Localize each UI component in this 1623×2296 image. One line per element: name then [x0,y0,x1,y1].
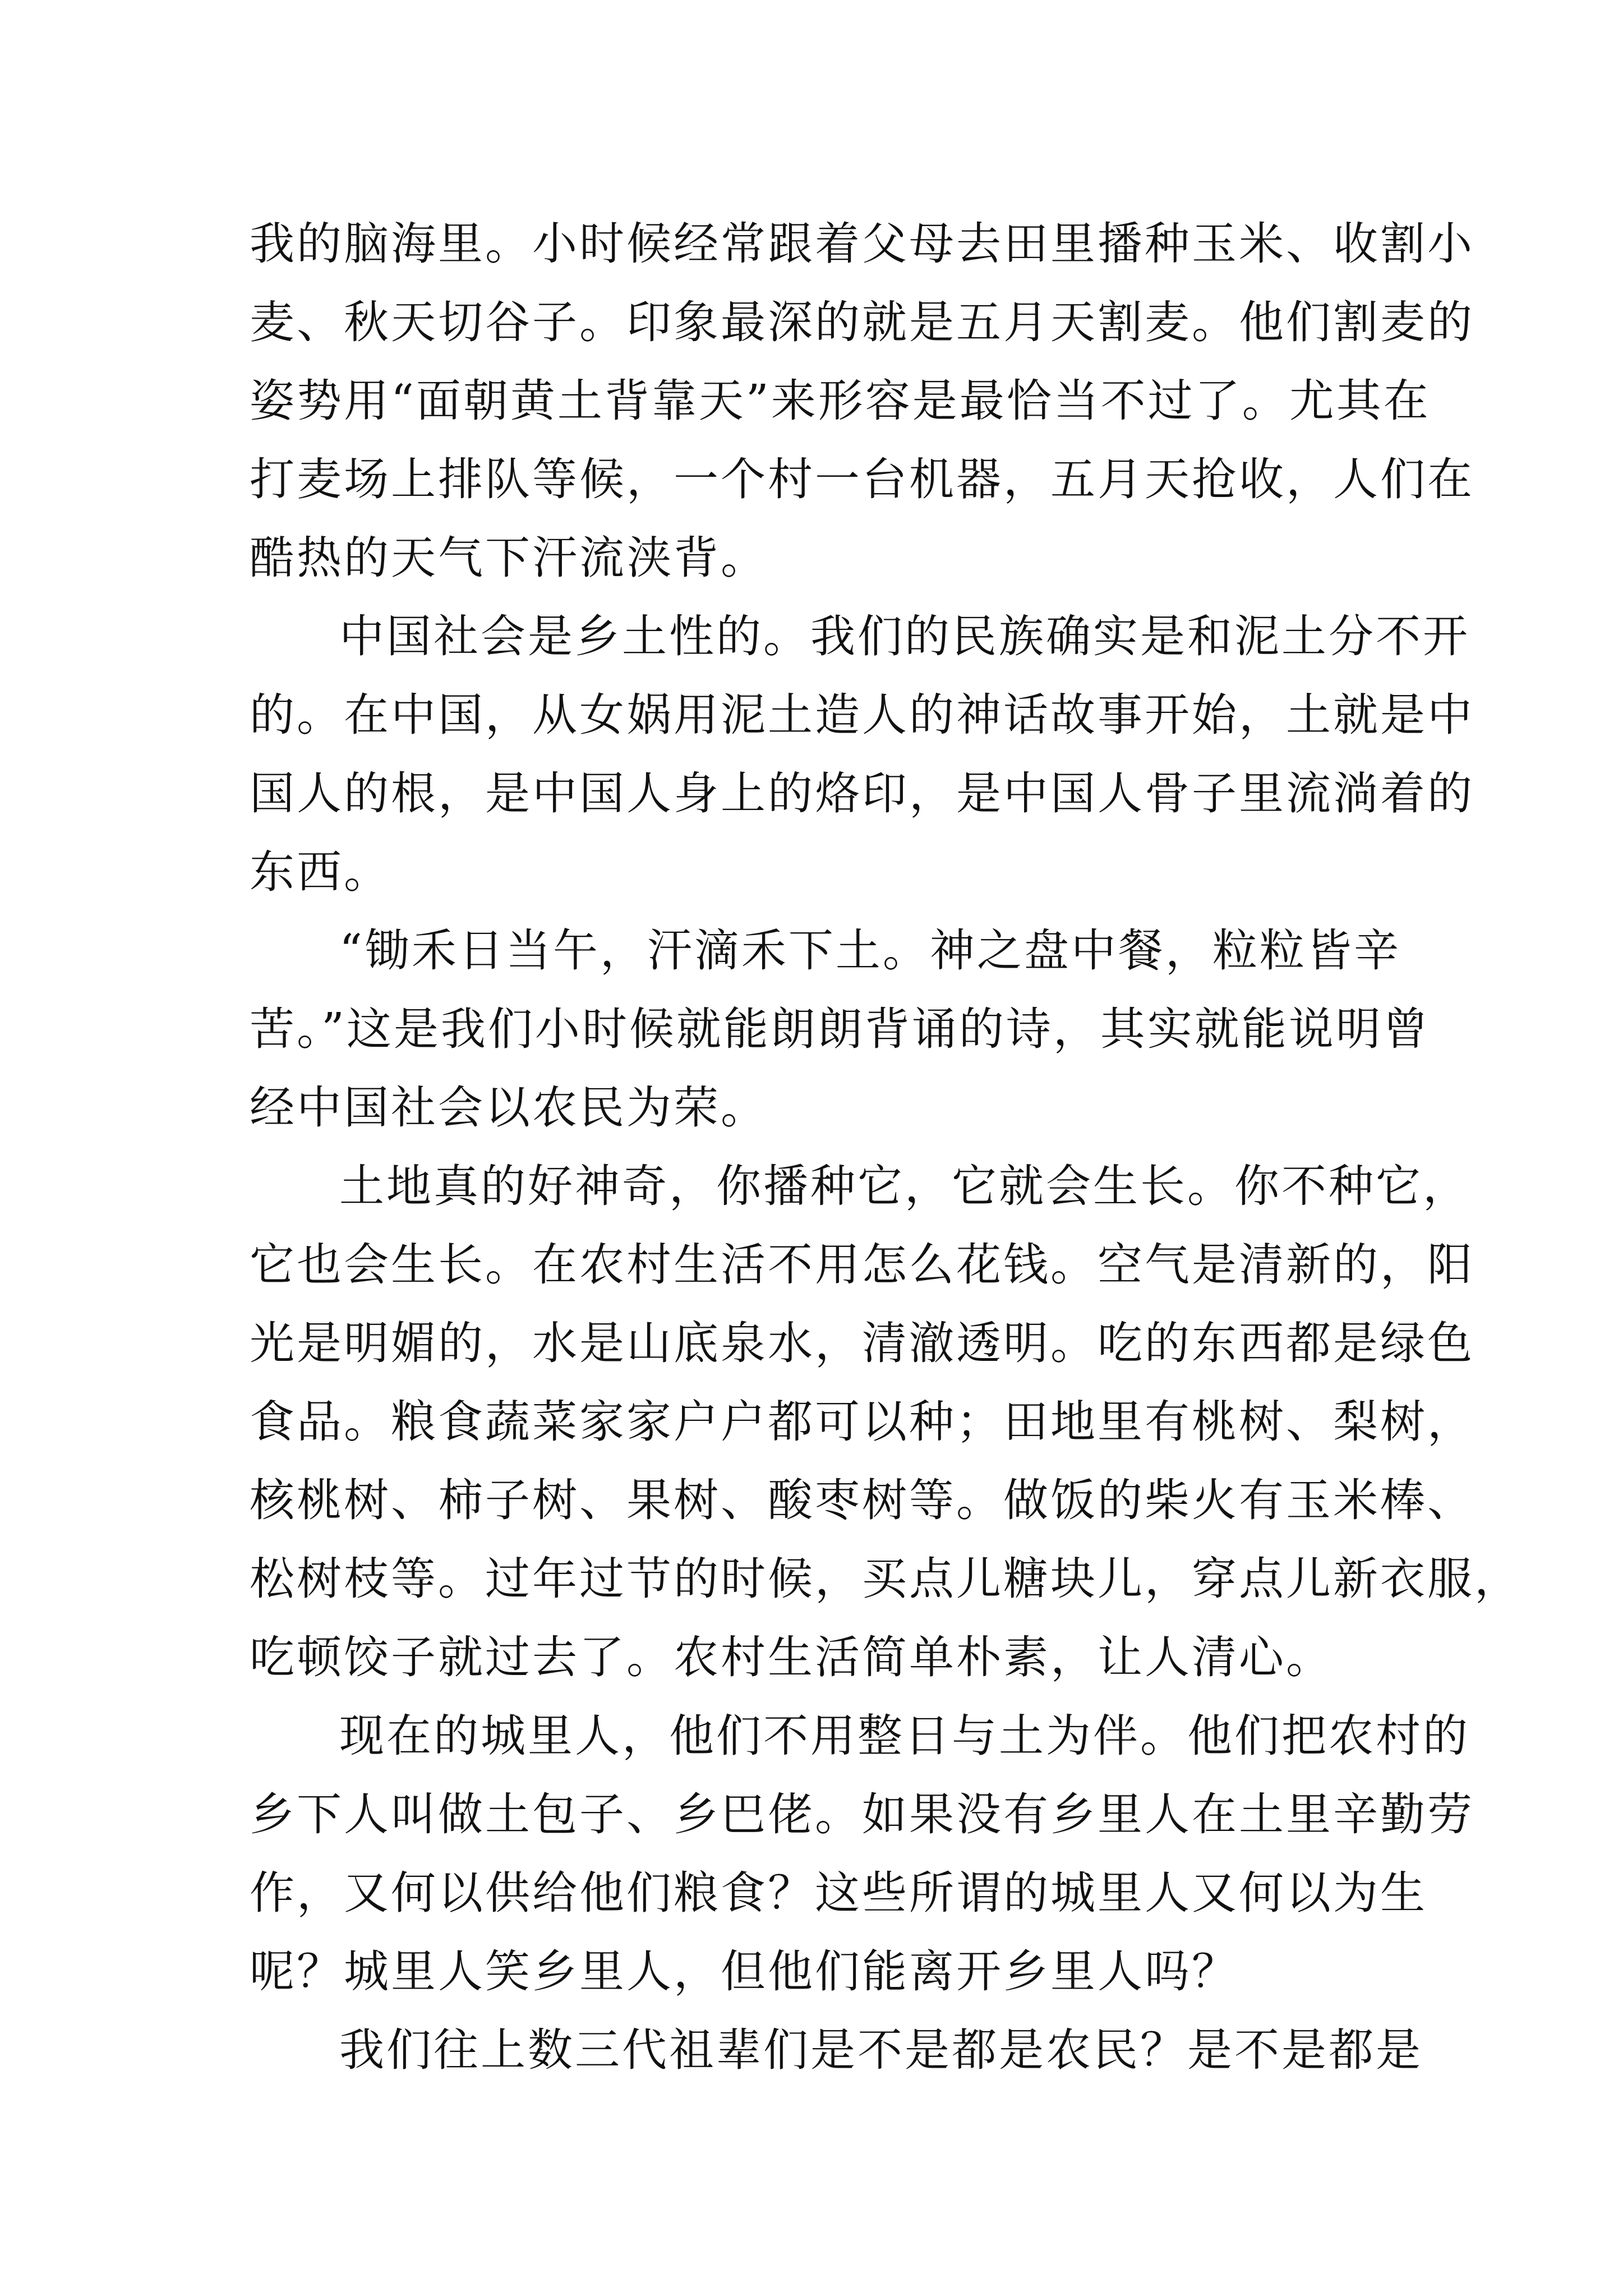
paragraph-first-line: 土地真的好神奇，你播种它，它就会生长。你不种它， [339,1160,1470,1212]
text-line: 国人的根，是中国人身上的烙印，是中国人骨子里流淌着的 [250,767,1474,820]
text-line: 麦、秋天切谷子。印象最深的就是五月天割麦。他们割麦的 [250,296,1474,348]
text-line: 酷热的天气下汗流浃背。 [250,532,768,584]
text-line: 的。在中国，从女娲用泥土造人的神话故事开始，土就是中 [250,689,1474,741]
text-line: 打麦场上排队等候，一个村一台机器，五月天抢收，人们在 [250,453,1474,505]
text-line: 经中国社会以农民为荣。 [250,1082,768,1134]
text-line: 食品。粮食蔬菜家家户户都可以种；田地里有桃树、梨树， [250,1396,1474,1448]
text-line: 光是明媚的，水是山底泉水，清澈透明。吃的东西都是绿色 [250,1317,1474,1369]
text-line: 核桃树、柿子树、果树、酸枣树等。做饭的柴火有玉米棒、 [250,1474,1474,1526]
text-line: 我的脑海里。小时候经常跟着父母去田里播种玉米、收割小 [250,218,1474,270]
paragraph-first-line: 现在的城里人，他们不用整日与土为伴。他们把农村的 [339,1710,1470,1762]
paragraph-first-line: 中国社会是乡土性的。我们的民族确实是和泥土分不开 [339,610,1470,662]
text-line: 呢？城里人笑乡里人，但他们能离开乡里人吗？ [250,1945,1239,1998]
paragraph-first-line: “锄禾日当午，汗滴禾下土。神之盘中餐，粒粒皆辛 [339,924,1401,977]
paragraph-first-line: 我们往上数三代祖辈们是不是都是农民？是不是都是 [339,2024,1423,2076]
text-line: 作，又何以供给他们粮食？这些所谓的城里人又何以为生 [250,1867,1427,1919]
text-line: 苦。”这是我们小时候就能朗朗背诵的诗，其实就能说明曾 [250,1003,1430,1055]
text-line: 东西。 [250,846,391,898]
text-line: 姿势用“面朝黄土背靠天”来形容是最恰当不过了。尤其在 [250,375,1431,427]
text-line: 吃顿饺子就过去了。农村生活简单朴素，让人清心。 [250,1631,1333,1683]
body-text [250,205,1521,2090]
text-line: 松树枝等。过年过节的时候，买点儿糖块儿，穿点儿新衣服， [250,1553,1521,1605]
text-line: 乡下人叫做土包子、乡巴佬。如果没有乡里人在土里辛勤劳 [250,1788,1474,1841]
text-line: 它也会生长。在农村生活不用怎么花钱。空气是清新的，阳 [250,1239,1474,1291]
